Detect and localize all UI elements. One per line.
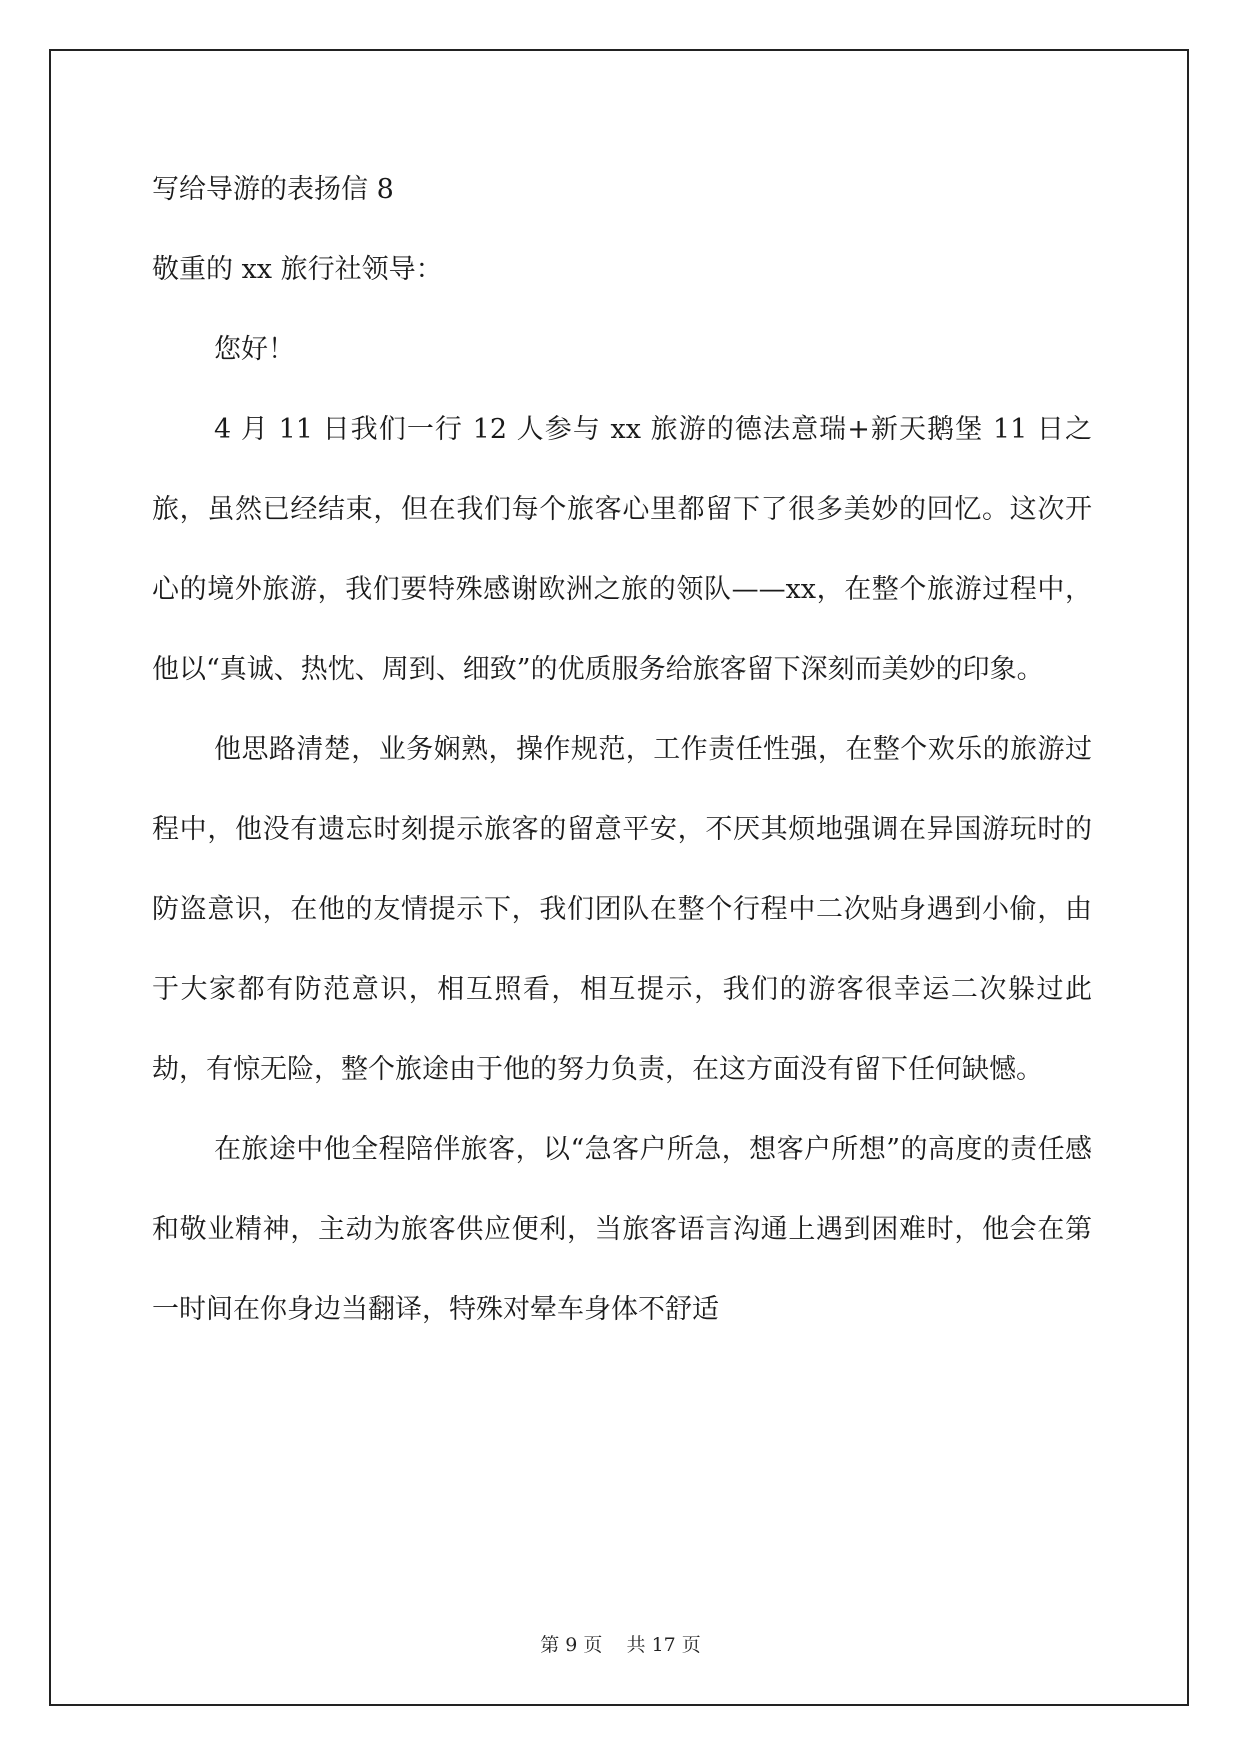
page-footer — [0, 1630, 1241, 1657]
page-number: 第 9 页 — [540, 1634, 603, 1656]
paragraph-3: 在旅途中他全程陪伴旅客，以“急客户所急，想客户所想”的高度的责任感和敬业精神，主动为旅客供应便利，当旅客语言沟通上遇到困难时，他会在第一时间在你身边当翻译，特殊对晕车身体不舒适 — [152, 1134, 1092, 1325]
document-body — [152, 170, 1092, 1350]
document-title: 写给导游的表扬信 8 — [152, 174, 394, 205]
paragraph-1: 4 月 11 日我们一行 12 人参与 xx 旅游的德法意瑞+新天鹅堡 11 日之旅，虽然已经结束，但在我们每个旅客心里都留下了很多美妙的回忆。这次开心的境外旅游，我们要特殊感谢欧洲之旅的领队——xx，在整个旅游过程中，他以“真诚、热忱、周到、细致”的优质服务给旅客留下深刻而美妙的印象。 — [152, 414, 1092, 685]
salutation: 敬重的 xx 旅行社领导： — [152, 254, 443, 285]
paragraph-2: 他思路清楚，业务娴熟，操作规范，工作责任性强，在整个欢乐的旅游过程中，他没有遗忘时刻提示旅客的留意平安，不厌其烦地强调在异国游玩时的防盗意识，在他的友情提示下，我们团队在整个行程中二次贴身遇到小偷，由于大家都有防范意识，相互照看，相互提示，我们的游客很幸运二次躲过此劫，有惊无险，整个旅途由于他的努力负责，在这方面没有留下任何缺憾。 — [152, 734, 1092, 1085]
greeting: 您好！ — [214, 334, 295, 365]
page-total: 共 17 页 — [626, 1634, 701, 1656]
